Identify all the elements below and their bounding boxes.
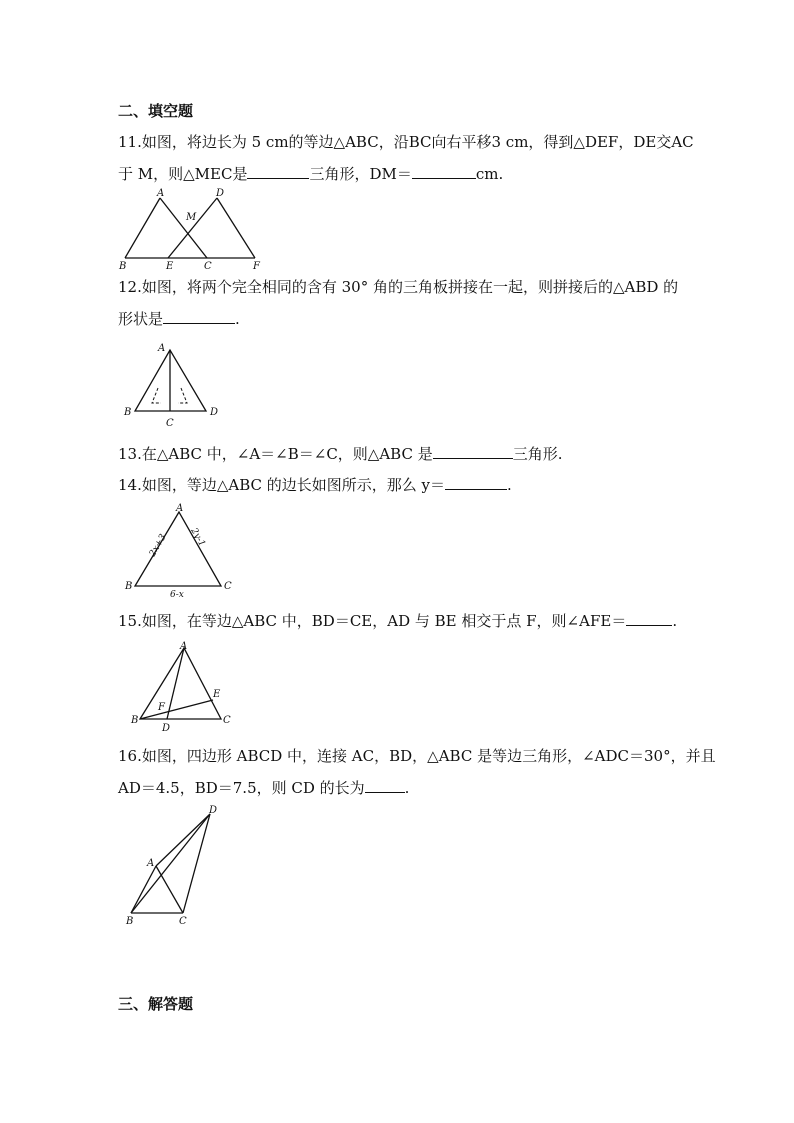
q14-label-c: C	[224, 581, 232, 592]
q12-right-inner-triangle	[178, 388, 187, 403]
q15-label-d: D	[162, 723, 171, 734]
q14-figure	[118, 500, 248, 600]
q13-text-part-b: 三角形.	[512, 445, 563, 463]
q16-side-ac	[156, 866, 183, 913]
q15-label-e: E	[213, 689, 221, 700]
q14-answer-blank[interactable]	[445, 474, 507, 490]
q14-triangle-abc	[135, 512, 221, 586]
q11-side-df	[217, 198, 255, 258]
q15-label-b: B	[131, 715, 139, 726]
q15-answer-blank[interactable]	[626, 610, 672, 626]
q12-text-line-1: 12.如图，将两个完全相同的含有 30° 角的三角板拼接在一起，则拼接后的△ABD 的	[118, 278, 679, 296]
q11-text-line-1: 11.如图，将边长为 5 cm的等边△ABC，沿BC向右平移3 cm，得到△DEF，DE交AC	[118, 133, 694, 151]
q11-side-de	[168, 198, 217, 258]
q12-answer-blank[interactable]	[163, 308, 235, 324]
q16-text-line-1: 16.如图，四边形 ABCD 中，连接 AC，BD，△ABC 是等边三角形，∠ADC＝30°，并且	[118, 747, 716, 765]
q14-label-a: A	[176, 503, 184, 514]
q11-answer-blank-2[interactable]	[412, 163, 476, 179]
q16-answer-blank[interactable]	[365, 777, 405, 793]
q12-label-a: A	[158, 343, 166, 354]
q15-label-c: C	[223, 715, 231, 726]
q15-figure	[118, 638, 243, 733]
q11-text-part-b: 三角形，DM＝	[309, 165, 412, 183]
q12-label-b: B	[124, 407, 132, 418]
q15-segment-be	[140, 700, 213, 719]
q14-text-part-b: .	[507, 476, 512, 494]
q11-figure	[110, 186, 270, 276]
q14-text-line-1	[118, 474, 512, 495]
q15-label-f: F	[158, 702, 165, 713]
q16-text-line-2	[118, 777, 409, 798]
q16-label-c: C	[179, 916, 187, 927]
q14-bottom-side-label: 6-x	[170, 590, 184, 600]
q16-side-ab	[131, 866, 156, 913]
q11-label-d: D	[216, 188, 225, 199]
q12-figure	[118, 340, 228, 432]
section-2-heading: 二、填空题	[118, 102, 194, 120]
q16-label-b: B	[126, 916, 134, 927]
q16-side-ad	[156, 814, 210, 866]
q16-text-part-a: AD＝4.5，BD＝7.5，则 CD 的长为	[118, 779, 365, 797]
q11-label-c: C	[204, 261, 212, 272]
q11-side-ac	[160, 198, 207, 258]
q12-text-line-2	[118, 308, 240, 329]
q16-label-a: A	[147, 858, 155, 869]
q11-label-e: E	[166, 261, 174, 272]
q11-answer-blank-1[interactable]	[247, 163, 309, 179]
q16-figure	[118, 802, 233, 930]
q11-text-part-a: 于 M，则△MEC是	[118, 165, 248, 183]
q12-left-inner-triangle	[152, 388, 161, 403]
q15-label-a: A	[180, 641, 188, 652]
q14-text-part-a: 14.如图，等边△ABC 的边长如图所示，那么 y＝	[118, 476, 446, 494]
q15-text-part-a: 15.如图，在等边△ABC 中，BD＝CE，AD 与 BE 相交于点 F，则∠AFE＝	[118, 612, 627, 630]
q16-side-cd	[183, 814, 210, 913]
q12-label-d: D	[210, 407, 219, 418]
q11-label-a: A	[157, 188, 165, 199]
q12-text-part-b: .	[235, 310, 240, 328]
q11-text-line-2	[118, 163, 503, 184]
q15-text-part-b: .	[672, 612, 678, 630]
q13-answer-blank[interactable]	[433, 443, 513, 459]
q16-label-d: D	[209, 805, 218, 816]
q11-label-f: F	[253, 261, 260, 272]
section-3-heading: 三、解答题	[118, 995, 194, 1013]
q14-right-side-label: 2y-1	[188, 526, 207, 549]
q11-label-m: M	[186, 212, 197, 223]
q14-label-b: B	[125, 581, 133, 592]
q15-text-line-1	[118, 610, 677, 631]
q11-side-ab	[125, 198, 160, 258]
q13-text-line-1	[118, 443, 563, 464]
q16-text-part-b: .	[404, 779, 410, 797]
q12-text-part-a: 形状是	[118, 310, 164, 328]
q12-label-c: C	[166, 418, 174, 429]
q13-text-part-a: 13.在△ABC 中，∠A＝∠B＝∠C，则△ABC 是	[118, 445, 433, 463]
q14-left-side-label: 2x+3	[147, 532, 169, 559]
q16-diagonal-bd	[131, 814, 210, 913]
q11-text-part-c: cm.	[475, 165, 504, 183]
q11-label-b: B	[119, 261, 127, 272]
